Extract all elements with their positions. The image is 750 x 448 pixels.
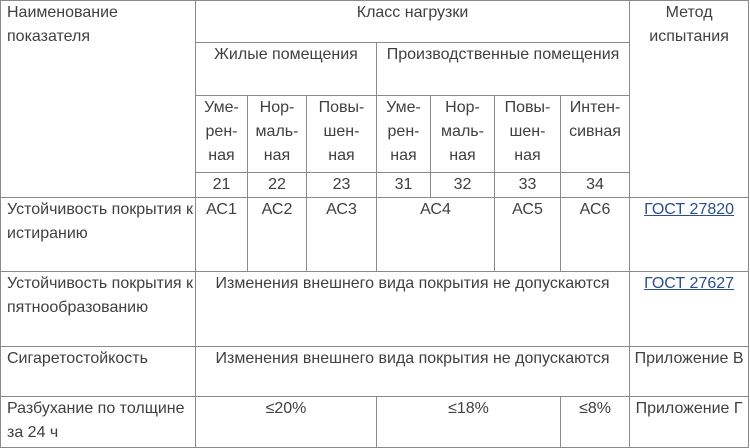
- subclass-code-32: 32: [431, 173, 495, 198]
- subclass-label-31: Уме- рен- ная: [377, 96, 431, 173]
- load-class-header: Класс нагрузки: [196, 1, 630, 43]
- subclass-label-21: Уме- рен- ная: [196, 96, 248, 173]
- method-cell-cigarette: Приложение В: [630, 347, 749, 397]
- abrasion-class-ac1: АС1: [196, 198, 248, 272]
- row-name-stain: Устойчивость покрытия к пятнообразованию: [1, 272, 196, 347]
- table-row: [1, 198, 749, 272]
- row-name-abrasion: Устойчивость покрытия к истиранию: [1, 198, 196, 272]
- table-row: [1, 347, 749, 397]
- subclass-code-33: 33: [495, 173, 561, 198]
- row-name-cigarette: Сигаретостойкость: [1, 347, 196, 397]
- swelling-intensive: ≤8%: [561, 397, 630, 448]
- subclass-code-34: 34: [561, 173, 630, 198]
- residential-header: Жилые помещения: [196, 43, 377, 96]
- swelling-residential: ≤20%: [196, 397, 377, 448]
- method-header: Метод испытания: [630, 1, 749, 198]
- stain-requirement: Изменения внешнего вида покрытия не допускаются: [196, 272, 630, 347]
- abrasion-class-ac6: АС6: [561, 198, 630, 272]
- table-row: [1, 272, 749, 347]
- subclass-code-22: 22: [248, 173, 307, 198]
- header-row-1: [1, 1, 749, 43]
- abrasion-class-ac3: АС3: [307, 198, 377, 272]
- subclass-label-22: Нор- маль- ная: [248, 96, 307, 173]
- cigarette-requirement: Изменения внешнего вида покрытия не допускаются: [196, 347, 630, 397]
- table-row: [1, 397, 749, 448]
- swelling-industrial: ≤18%: [377, 397, 561, 448]
- subclass-label-23: Повы- шен- ная: [307, 96, 377, 173]
- subclass-label-34: Интен- сивная: [561, 96, 630, 173]
- subclass-code-31: 31: [377, 173, 431, 198]
- row-name-swelling: Разбухание по толщине за 24 ч: [1, 397, 196, 448]
- subclass-code-23: 23: [307, 173, 377, 198]
- subclass-code-21: 21: [196, 173, 248, 198]
- subclass-label-32: Нор- маль- ная: [431, 96, 495, 173]
- method-cell-abrasion[interactable]: [630, 198, 749, 272]
- indicator-header: Наименование показателя: [1, 1, 196, 198]
- abrasion-class-ac2: АС2: [248, 198, 307, 272]
- gost-27627-link[interactable]: ГОСТ 27627: [644, 275, 735, 292]
- abrasion-class-ac4: АС4: [377, 198, 495, 272]
- subclass-label-33: Повы- шен- ная: [495, 96, 561, 173]
- gost-27820-link[interactable]: ГОСТ 27820: [644, 201, 735, 218]
- abrasion-class-ac5: АС5: [495, 198, 561, 272]
- industrial-header: Производственные помещения: [377, 43, 630, 96]
- method-cell-swelling: Приложение Г: [630, 397, 749, 448]
- method-cell-stain[interactable]: [630, 272, 749, 347]
